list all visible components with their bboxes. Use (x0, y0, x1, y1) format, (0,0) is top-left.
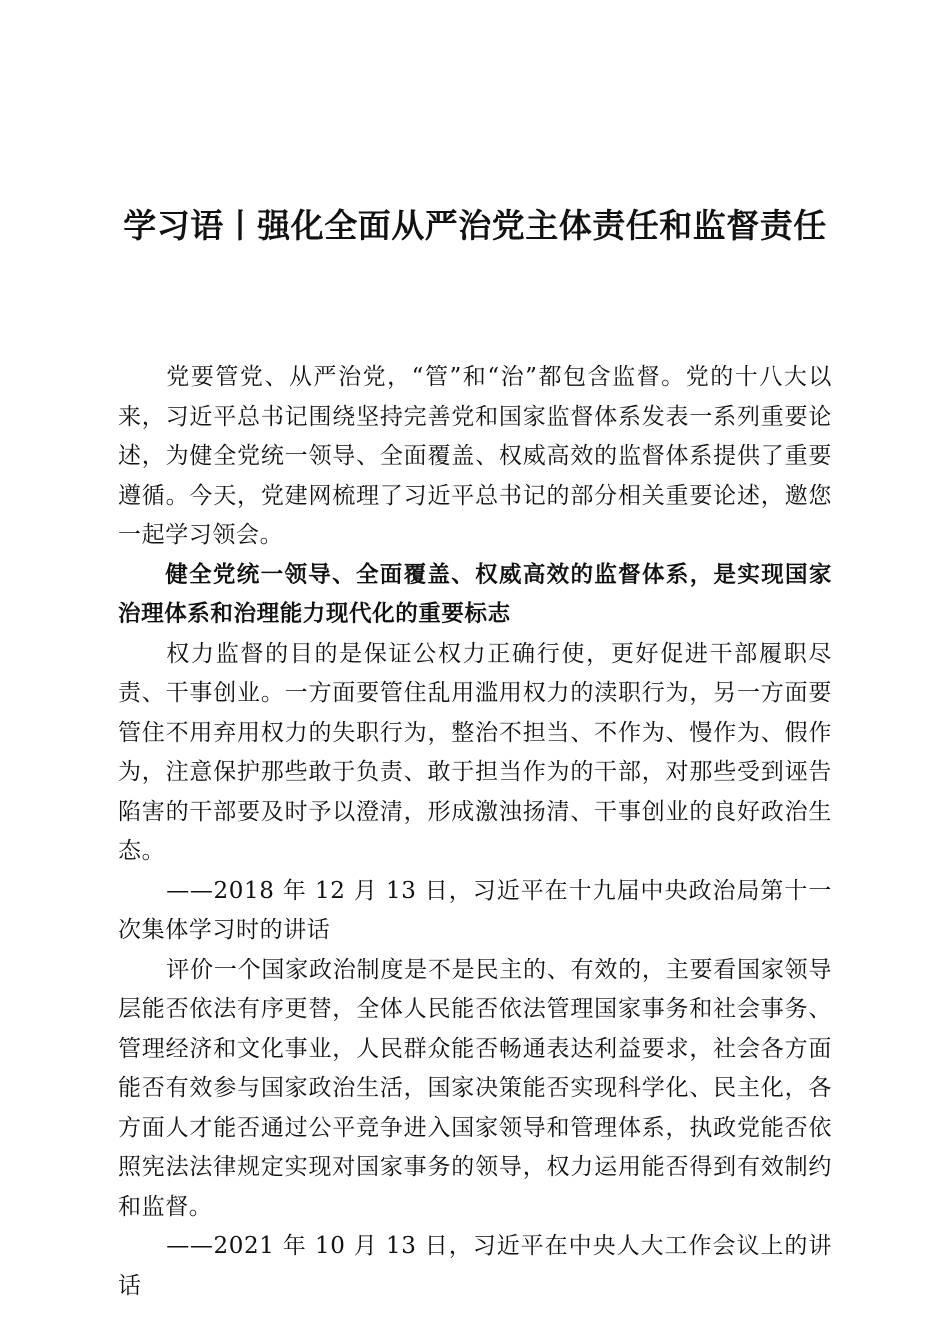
intro-paragraph: 党要管党、从严治党，“管”和“治”都包含监督。党的十八大以来，习近平总书记围绕坚持完善党和国家监督体系发表一系列重要论述，为健全党统一领导、全面覆盖、权威高效的监督体系提供了重要遵循。今天，党建网梳理了习近平总书记的部分相关重要论述，邀您一起学习领会。 (118, 364, 832, 548)
quote-source-2: ——2021 年 10 月 13 日，习近平在中央人大工作会议上的讲话 (118, 1233, 832, 1299)
document-title: 学习语丨强化全面从严治党主体责任和监督责任 (123, 206, 827, 245)
section-heading: 健全党统一领导、全面覆盖、权威高效的监督体系，是实现国家治理体系和治理能力现代化的重要标志 (118, 561, 832, 627)
quote-paragraph-1: 权力监督的目的是保证公权力正确行使，更好促进干部履职尽责、干事创业。一方面要管住乱用滥用权力的渎职行为，另一方面要管住不用弃用权力的失职行为，整治不担当、不作为、慢作为、假作为，注意保护那些敢于负责、敢于担当作为的干部，对那些受到诬告陷害的干部要及时予以澄清，形成激浊扬清、干事创业的良好政治生态。 (118, 640, 832, 864)
quote-paragraph-2: 评价一个国家政治制度是不是民主的、有效的，主要看国家领导层能否依法有序更替，全体人民能否依法管理国家事务和社会事务、管理经济和文化事业，人民群众能否畅通表达利益要求，社会各方面能否有效参与国家政治生活，国家决策能否实现科学化、民主化，各方面人才能否通过公平竞争进入国家领导和管理体系，执政党能否依照宪法法律规定实现对国家事务的领导，权力运用能否得到有效制约和监督。 (118, 956, 832, 1220)
quote-source-1: ——2018 年 12 月 13 日，习近平在十九届中央政治局第十一次集体学习时的讲话 (118, 877, 832, 943)
document-body (118, 358, 832, 1306)
